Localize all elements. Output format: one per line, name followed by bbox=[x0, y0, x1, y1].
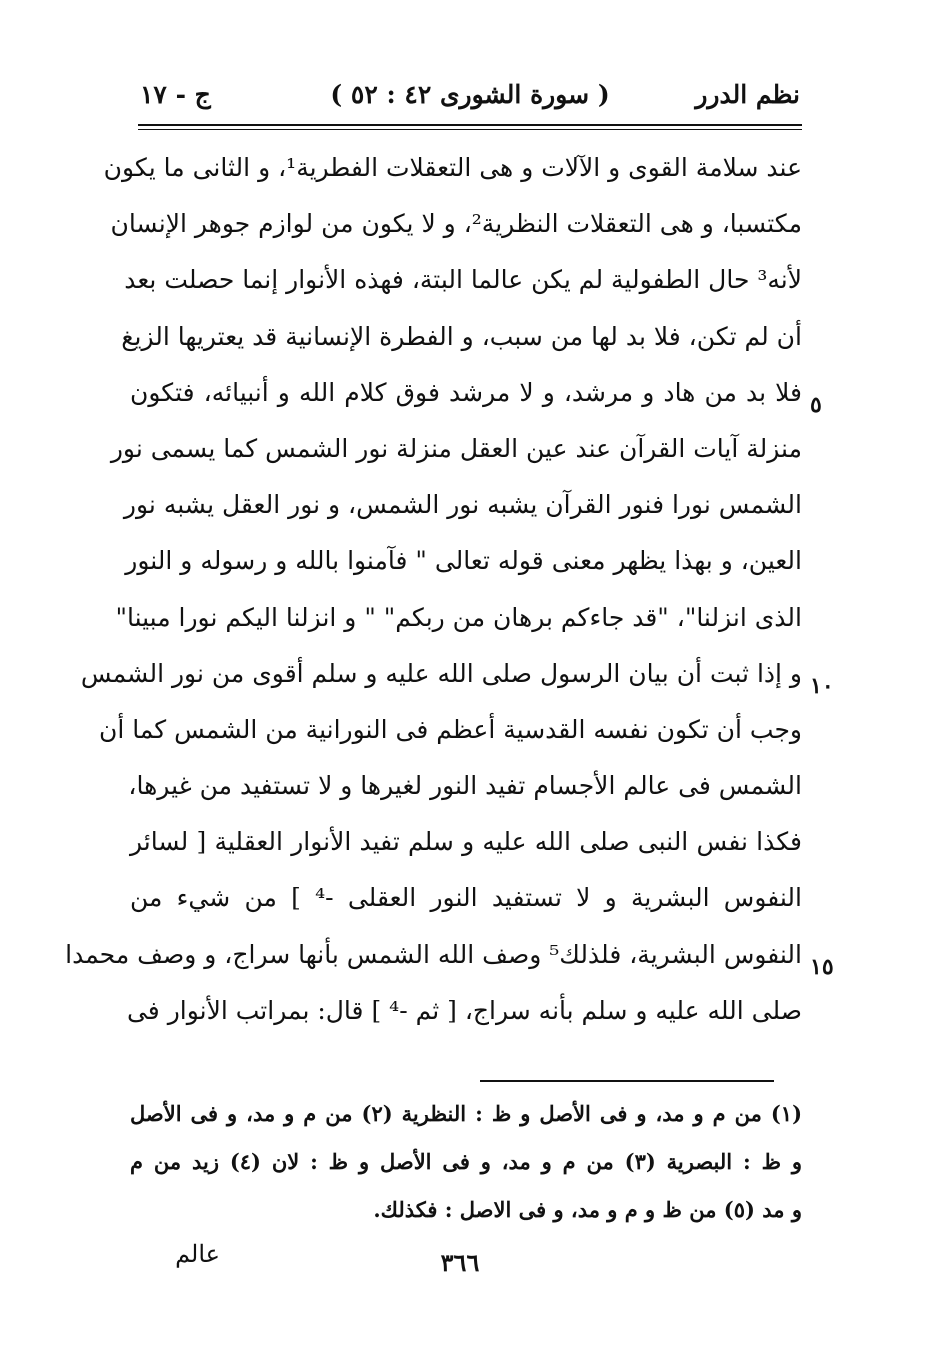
catchword: عالم bbox=[175, 1240, 220, 1268]
text-line: العين، و بهذا يظهر معنى قوله تعالى " فآمنوا بالله و رسوله و النور bbox=[125, 546, 802, 576]
text-line: فلا بد من هاد و مرشد، و لا مرشد فوق كلام الله و أنبيائه، فتكون bbox=[130, 377, 802, 407]
text-line: أن لم تكن، فلا بد لها من سبب، و الفطرة الإنسانية قد يعتريها الزيغ bbox=[121, 321, 802, 351]
main-text bbox=[65, 146, 802, 1045]
text-line: النفوس البشرية، فلذلك⁵ وصف الله الشمس بأنها سراج، و وصف محمدا bbox=[65, 939, 802, 969]
part-number: ج - ١٧ bbox=[140, 80, 211, 109]
footnote-line: و ظ : البصرية (٣) من م و مد، و فى الأصل و ظ : لان (٤) زيد من م bbox=[130, 1149, 802, 1174]
text-line: منزلة آيات القرآن عند عين العقل منزلة نور الشمس كما يسمى نور bbox=[110, 433, 802, 463]
text-line: الذى انزلنا"، "قد جاءكم برهان من ربكم" " و انزلنا اليكم نورا مبينا" bbox=[115, 602, 802, 632]
text-line: صلى الله عليه و سلم بأنه سراج، [ ثم -⁴ ] قال: بمراتب الأنوار فى bbox=[126, 995, 802, 1025]
text-line: لأنه³ حال الطفولية لم يكن عالما البتة، فهذه الأنوار إنما حصلت بعد bbox=[124, 265, 802, 295]
book-title: نظم الدرر bbox=[695, 80, 800, 109]
line-number: ٥ bbox=[810, 392, 822, 418]
footnote-line: (١) من م و مد، و فى الأصل و ظ : النظرية (٢) من م و مد، و فى الأصل bbox=[130, 1101, 802, 1126]
text-line: النفوس البشرية و لا تستفيد النور العقلى -⁴ ] من شيء من bbox=[130, 883, 802, 913]
text-line: عند سلامة القوى و الآلات و هى التعقلات الفطرية¹، و الثانى ما يكون bbox=[103, 153, 802, 182]
footnotes bbox=[130, 1094, 802, 1238]
text-line: و إذا ثبت أن بيان الرسول صلى الله عليه و سلم أقوى من نور الشمس bbox=[80, 658, 802, 688]
running-header bbox=[140, 80, 800, 124]
line-number: ١٠ bbox=[810, 673, 834, 699]
header-rule bbox=[138, 124, 802, 126]
text-line: مكتسبا، و هى التعقلات النظرية²، و لا يكون من لوازم جوهر الإنسان bbox=[110, 209, 802, 239]
text-line: الشمس نورا فنور القرآن يشبه نور الشمس، و نور العقل يشبه نور bbox=[123, 490, 802, 520]
text-line: الشمس فى عالم الأجسام تفيد النور لغيرها و لا تستفيد من غيرها، bbox=[128, 771, 802, 801]
page-number: ٣٦٦ bbox=[440, 1248, 480, 1277]
surah-reference: ( سورة الشورى ٤٢ : ٥٢ ) bbox=[330, 80, 610, 109]
footnote-line: و مد (٥) من ظ و م و مد، و فى الاصل : فكذلك. bbox=[373, 1197, 802, 1222]
header-rule-thin bbox=[138, 129, 802, 130]
footnote-rule bbox=[480, 1080, 774, 1082]
text-line: فكذا نفس النبى صلى الله عليه و سلم تفيد الأنوار العقلية [ لسائر bbox=[130, 827, 802, 857]
line-number: ١٥ bbox=[810, 954, 834, 980]
text-line: وجب أن تكون نفسه القدسية أعظم فى النورانية من الشمس كما أن bbox=[98, 714, 802, 744]
